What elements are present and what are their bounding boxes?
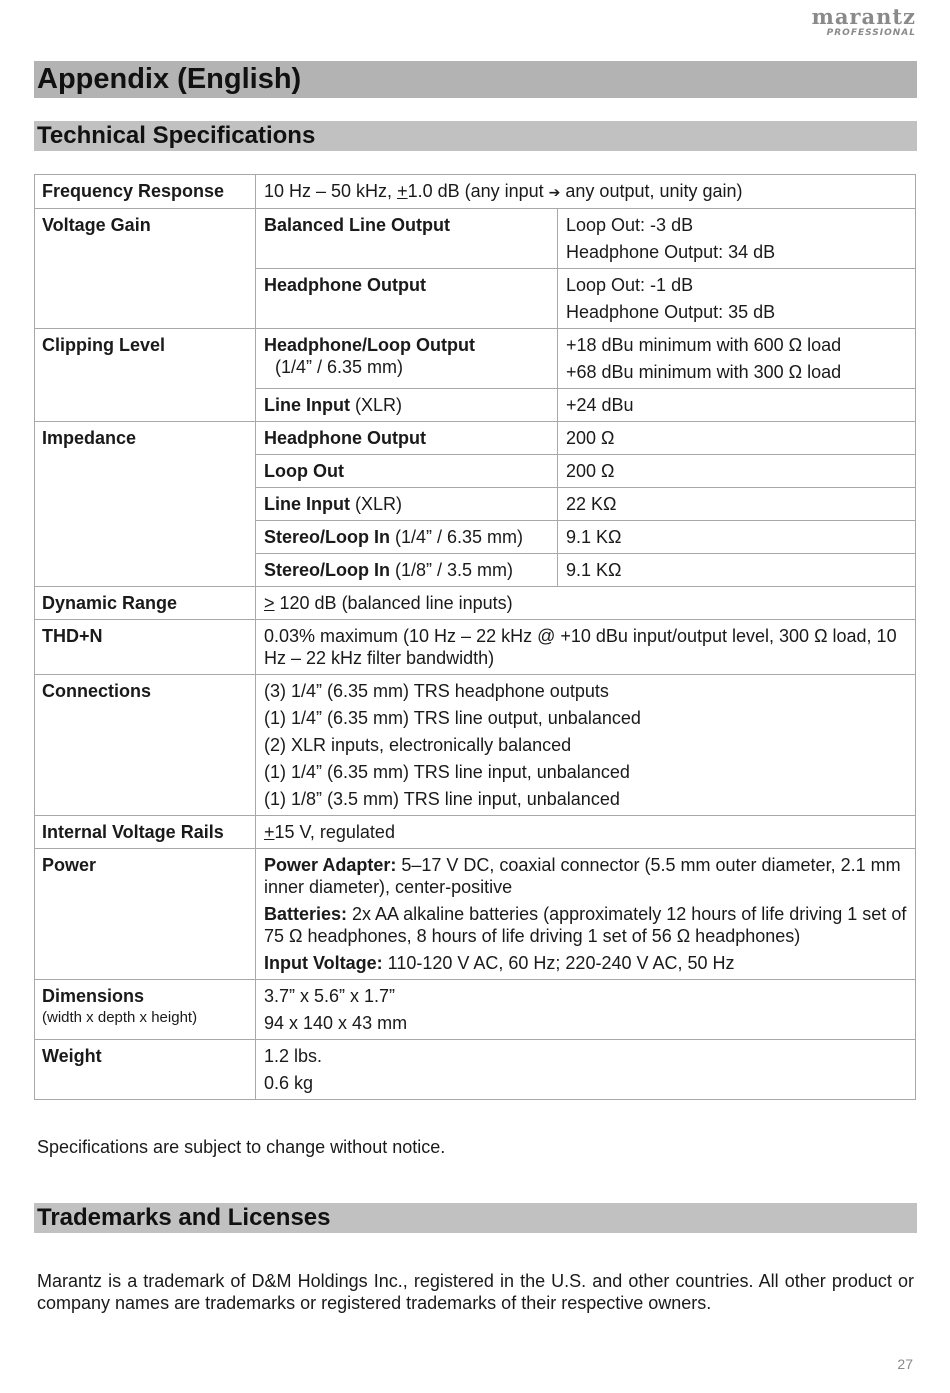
spec-sublabel: Line Input (XLR) xyxy=(256,389,558,422)
page-number: 27 xyxy=(897,1356,913,1372)
trademarks-heading: Trademarks and Licenses xyxy=(34,1203,917,1233)
trademarks-paragraph: Marantz is a trademark of D&M Holdings Inc., registered in the U.S. and other countries. All other product or company names are trademarks or registered trademarks of their respective owners. xyxy=(37,1271,914,1313)
spec-sublabel: Headphone Output xyxy=(256,269,558,329)
spec-label: Connections xyxy=(35,675,256,816)
spec-value: > 120 dB (balanced line inputs) xyxy=(256,587,916,620)
spec-row-dynamic-range xyxy=(35,587,916,620)
spec-sublabel: Headphone/Loop Output (1/4” / 6.35 mm) xyxy=(256,329,558,389)
spec-value: 22 KΩ xyxy=(558,488,916,521)
spec-label: Dimensions (width x depth x height) xyxy=(35,980,256,1040)
specifications-table xyxy=(34,174,916,1100)
list-item: (3) 1/4” (6.35 mm) TRS headphone outputs xyxy=(264,681,609,701)
spec-row-clipping-level xyxy=(35,329,916,389)
logo-subtitle: PROFESSIONAL xyxy=(826,28,916,38)
marantz-professional-logo xyxy=(812,6,916,38)
spec-sublabel: Stereo/Loop In (1/4” / 6.35 mm) xyxy=(256,521,558,554)
spec-sublabel: Stereo/Loop In (1/8” / 3.5 mm) xyxy=(256,554,558,587)
spec-label: Internal Voltage Rails xyxy=(35,816,256,849)
spec-value: +15 V, regulated xyxy=(256,816,916,849)
spec-value: Loop Out: -3 dB Headphone Output: 34 dB xyxy=(558,209,916,269)
spec-sublabel: Line Input (XLR) xyxy=(256,488,558,521)
spec-label: Voltage Gain xyxy=(35,209,256,329)
spec-value: +18 dBu minimum with 600 Ω load +68 dBu minimum with 300 Ω load xyxy=(558,329,916,389)
spec-value: 0.03% maximum (10 Hz – 22 kHz @ +10 dBu input/output level, 300 Ω load, 10 Hz – 22 kHz filter bandwidth) xyxy=(256,620,916,675)
spec-value: 200 Ω xyxy=(558,455,916,488)
technical-specifications-heading: Technical Specifications xyxy=(34,121,917,151)
spec-value xyxy=(256,675,916,816)
spec-row-frequency-response xyxy=(35,175,916,209)
spec-row-connections xyxy=(35,675,916,816)
spec-sublabel: Headphone Output xyxy=(256,422,558,455)
logo-wordmark: marantz xyxy=(811,4,916,29)
specifications-disclaimer: Specifications are subject to change without notice. xyxy=(37,1137,446,1157)
spec-value: Loop Out: -1 dB Headphone Output: 35 dB xyxy=(558,269,916,329)
page-title: Appendix (English) xyxy=(34,61,917,98)
list-item: (2) XLR inputs, electronically balanced xyxy=(264,735,572,755)
spec-sublabel: Loop Out xyxy=(256,455,558,488)
list-item: (1) 1/4” (6.35 mm) TRS line output, unbalanced xyxy=(264,708,641,728)
spec-row-impedance xyxy=(35,422,916,455)
spec-label: Dynamic Range xyxy=(35,587,256,620)
spec-sublabel: Balanced Line Output xyxy=(256,209,558,269)
spec-row-thd-n xyxy=(35,620,916,675)
spec-label: Weight xyxy=(35,1040,256,1100)
spec-label: THD+N xyxy=(35,620,256,675)
spec-value: 200 Ω xyxy=(558,422,916,455)
list-item: (1) 1/8” (3.5 mm) TRS line input, unbalanced xyxy=(264,789,620,809)
spec-value: Power Adapter: 5–17 V DC, coaxial connector (5.5 mm outer diameter, 2.1 mm inner diameter), center-positive Batteries: 2x AA alkaline batteries (approximately 12 hours of life driving 1 set of 75 Ω headphones, 8 hours of life driving 1 set of 56 Ω headphones) Input Voltage: 110-120 V AC, 60 Hz; 220-240 V AC, 50 Hz xyxy=(256,849,916,980)
spec-value: 10 Hz – 50 kHz, +1.0 dB (any input ➔ any output, unity gain) xyxy=(256,175,916,209)
list-item: (1) 1/4” (6.35 mm) TRS line input, unbalanced xyxy=(264,762,630,782)
spec-value: 9.1 KΩ xyxy=(558,554,916,587)
spec-label: Power xyxy=(35,849,256,980)
spec-row-dimensions xyxy=(35,980,916,1040)
spec-value: +24 dBu xyxy=(558,389,916,422)
spec-label: Impedance xyxy=(35,422,256,587)
spec-value: 3.7” x 5.6” x 1.7” 94 x 140 x 43 mm xyxy=(256,980,916,1040)
spec-label: Frequency Response xyxy=(35,175,256,209)
spec-value: 9.1 KΩ xyxy=(558,521,916,554)
spec-row-voltage-gain xyxy=(35,209,916,269)
right-arrow-icon: ➔ xyxy=(548,184,561,200)
spec-value: 1.2 lbs. 0.6 kg xyxy=(256,1040,916,1100)
spec-row-weight xyxy=(35,1040,916,1100)
spec-row-power xyxy=(35,849,916,980)
spec-label: Clipping Level xyxy=(35,329,256,422)
spec-row-internal-voltage-rails xyxy=(35,816,916,849)
